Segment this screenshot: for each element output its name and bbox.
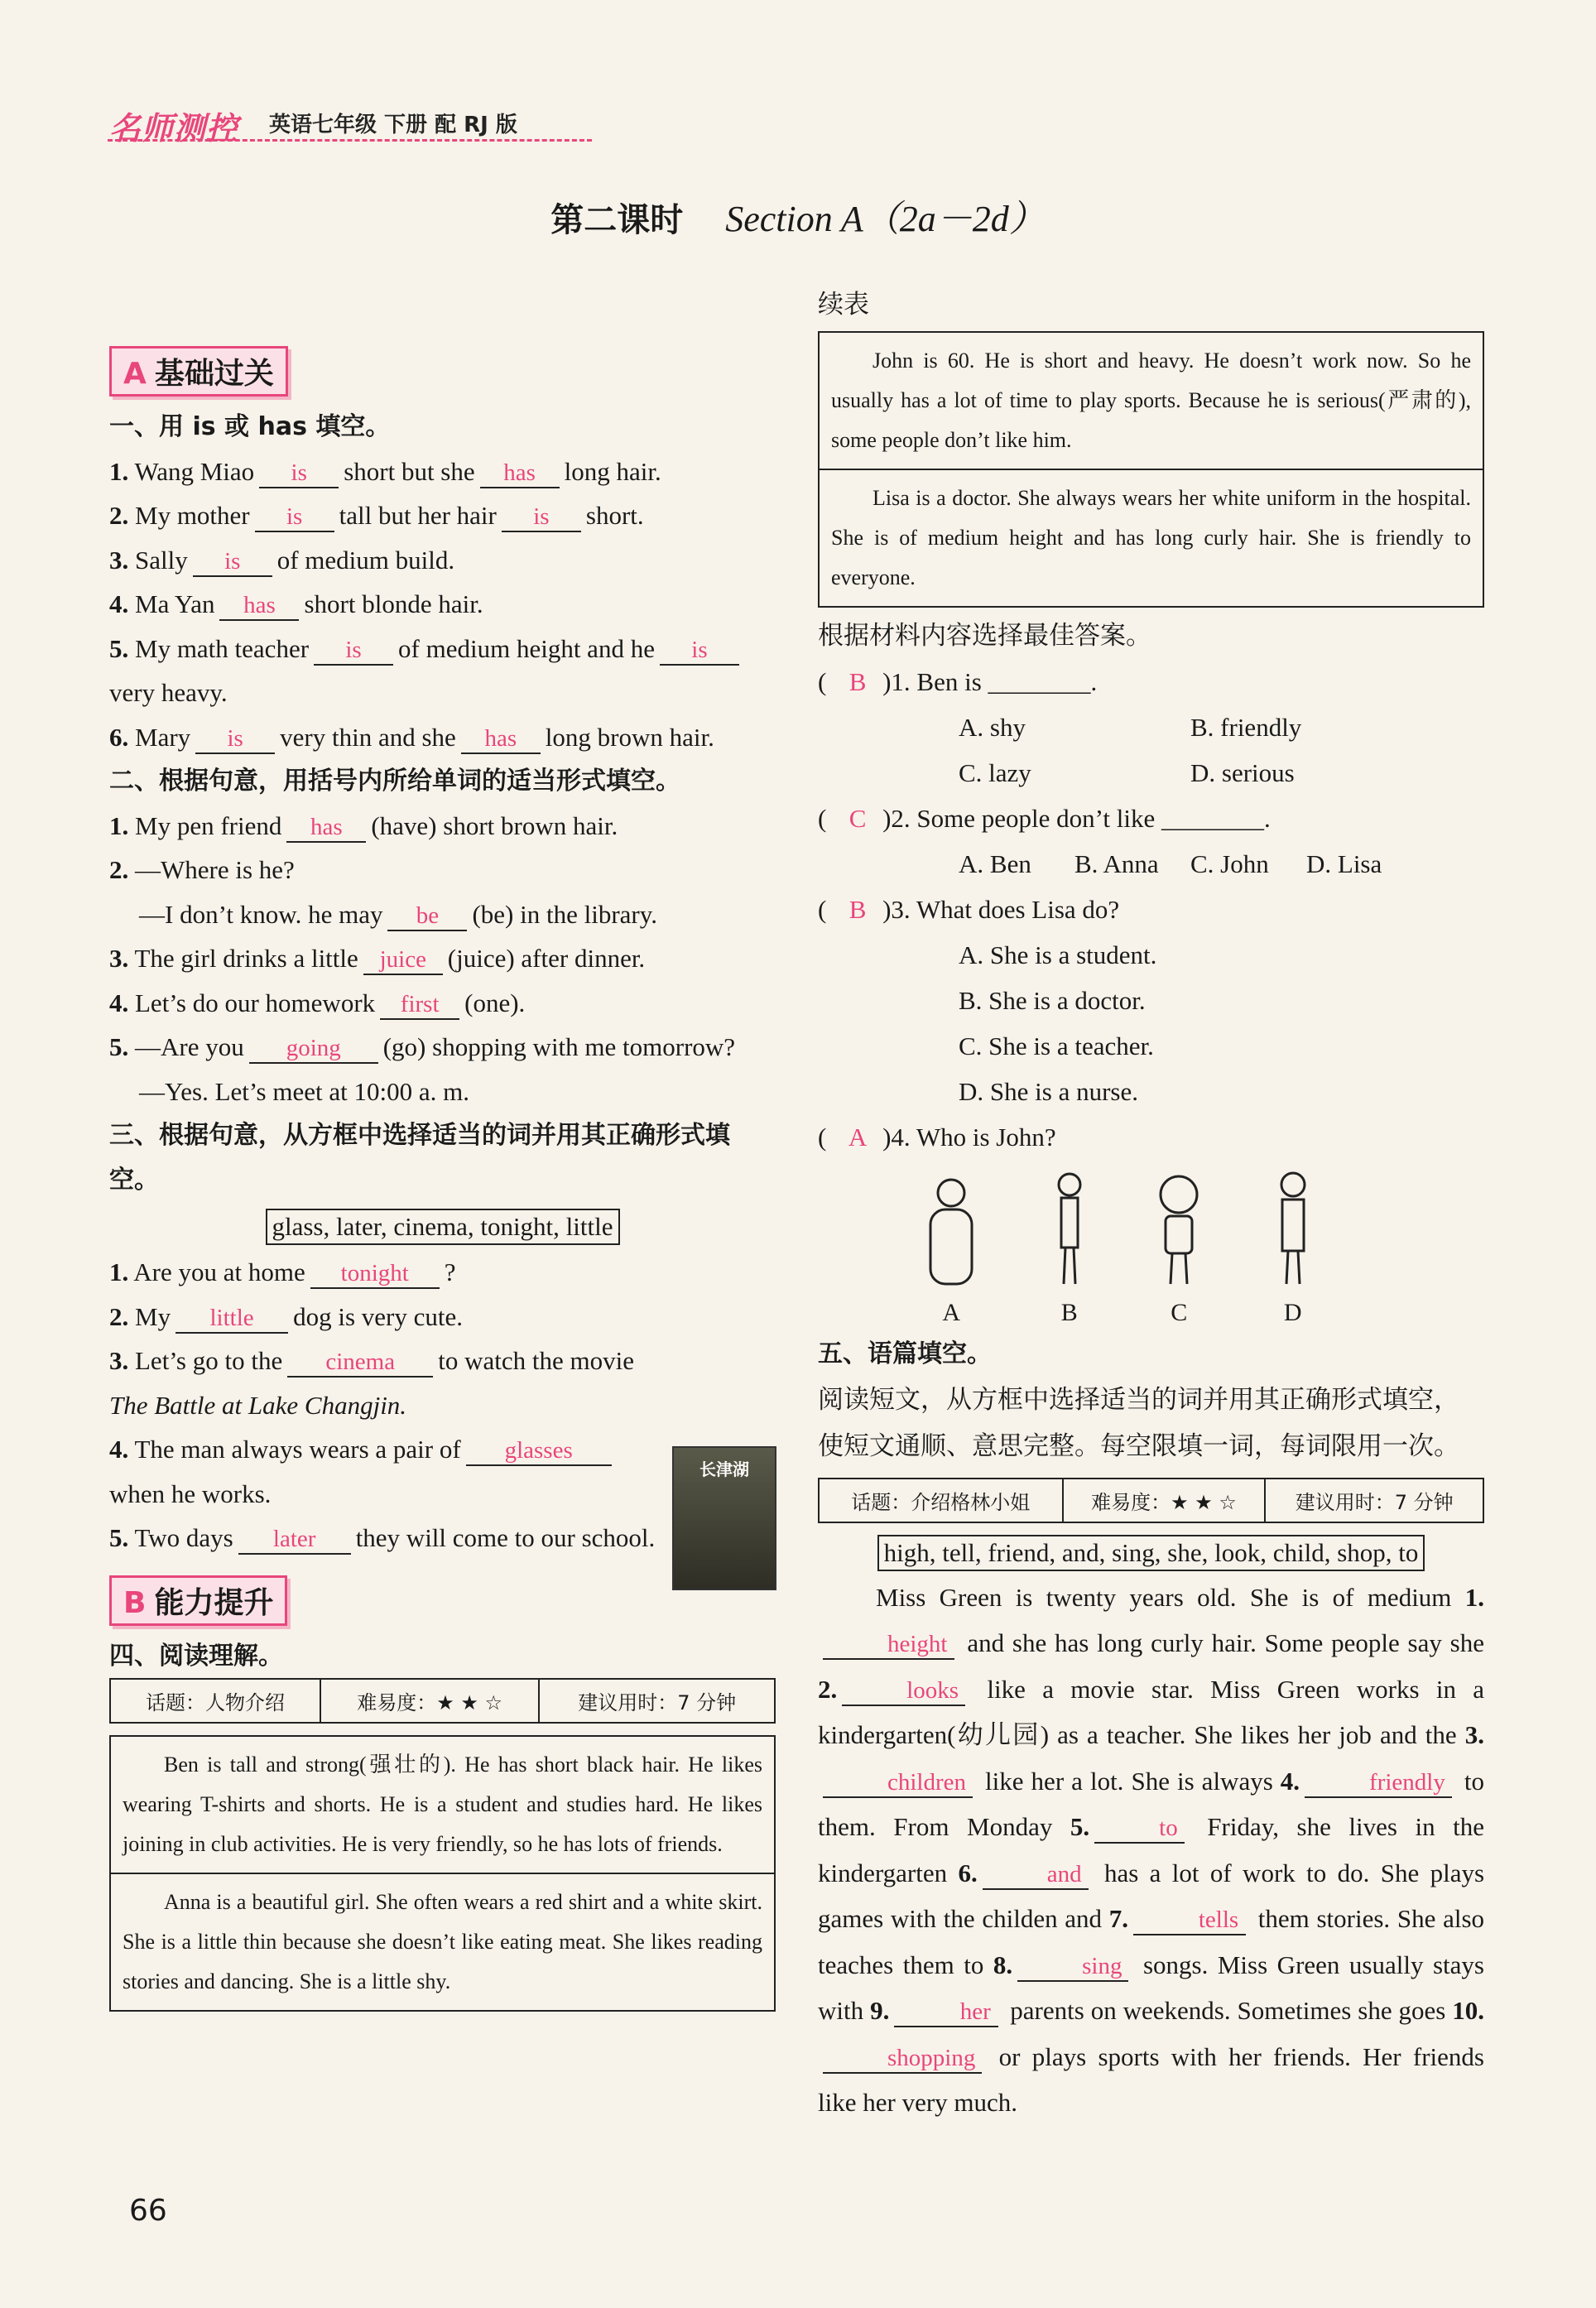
figure-b: B — [1045, 1168, 1094, 1327]
ex1-q5: 5. My math teacher is of medium height and he is very heavy. — [109, 627, 776, 715]
exercise-5-title: 五、语篇填空。 — [818, 1339, 992, 1368]
word-box: glass, later, cinema, tonight, little — [266, 1209, 620, 1245]
lesson-label: 第二课时 — [550, 201, 684, 239]
cloze-blank[interactable]: height — [823, 1630, 954, 1660]
reading-info-table — [109, 1678, 776, 1724]
right-column — [818, 281, 1484, 2126]
ex2-q4: 4. Let’s do our homework first (one). — [109, 981, 776, 1026]
figure-a: A — [910, 1168, 993, 1327]
figure-options — [884, 1168, 1348, 1327]
mcq-2: ( C )2. Some people don’t like ________. — [818, 796, 1484, 841]
ex2-q5b: —Yes. Let’s meet at 10:00 a. m. — [139, 1076, 469, 1106]
answer-blank[interactable]: be — [387, 902, 467, 931]
header-divider — [108, 139, 592, 142]
left-column — [109, 331, 776, 2012]
ex1-q1: 1. Wang Miao is short but she has long hair. — [109, 450, 776, 494]
mcq-1-options-row1: A. shy B. friendly — [959, 713, 1302, 742]
answer-blank[interactable]: is — [193, 547, 272, 577]
cloze-word-box: high, tell, friend, and, sing, she, look, child, shop, to — [877, 1535, 1425, 1571]
ex1-q6: 6. Mary is very thin and she has long brown hair. — [109, 715, 776, 760]
cloze-blank[interactable]: shopping — [823, 2044, 982, 2074]
choose-instruction: 根据材料内容选择最佳答案。 — [818, 621, 1151, 651]
cloze-info-table — [818, 1478, 1484, 1523]
answer-blank[interactable]: has — [286, 813, 366, 843]
topic-cell: 话题：人物介绍 — [110, 1679, 320, 1723]
answer-blank[interactable]: is — [255, 502, 334, 532]
answer-blank[interactable]: has — [480, 459, 560, 488]
ex3-q2: 2. My little dog is very cute. — [109, 1295, 776, 1339]
exercise-1-title: 一、用 is 或 has 填空。 — [109, 412, 391, 441]
cloze-passage: Miss Green is twenty years old. She is of medium 1.height and she has long curly hair. Some people say she 2. looks like a movie star. Miss Green works in a kindergarten(幼儿园) as a teacher. She likes her job and the 3.children like her a lot. She is always 4. friendly to them. From Monday 5. to Friday, she lives in the kindergarten 6. and has a lot of work to do. She plays games with the childen and 7. tells them stories. She also teaches them to 8. sing songs. Miss Green usually stays with 9. her parents on weekends. Sometimes she goes 10.shopping or plays sports with her friends. Her friends like her very much. — [818, 1582, 1485, 2117]
mcq-1-options-row2: C. lazy D. serious — [959, 758, 1295, 787]
ex3-q1: 1. Are you at home tonight ? — [109, 1250, 776, 1295]
exercise-4-title: 四、阅读理解。 — [109, 1641, 283, 1671]
answer-blank[interactable]: cinema — [287, 1348, 433, 1378]
ex1-q3: 3. Sally is of medium build. — [109, 538, 776, 583]
figure-c: C — [1146, 1168, 1212, 1327]
difficulty-cell: 难易度：★ ★ ☆ — [1063, 1479, 1266, 1522]
passage-anna: Anna is a beautiful girl. She often wears a red shirt and a white skirt. She is a little thin because she doesn’t like eating meat. She likes reading stories and dancing. She is a little shy. — [111, 1873, 774, 2010]
exercise-5-instruction: 阅读短文，从方框中选择适当的词并用其正确形式填空，使短文通顺、意思完整。每空限填一词，每词限用一次。 — [818, 1384, 1459, 1461]
answer-blank[interactable]: is — [195, 724, 275, 754]
answer-blank[interactable]: is — [660, 636, 739, 666]
ex1-q2: 2. My mother is tall but her hair is short. — [109, 493, 776, 538]
person-short-heavy-icon — [910, 1168, 993, 1292]
mcq-answer[interactable]: A — [848, 1123, 868, 1152]
mcq-4: ( A )4. Who is John? — [818, 1114, 1484, 1160]
time-cell: 建议用时：7 分钟 — [539, 1679, 775, 1723]
cloze-blank[interactable]: tells — [1133, 1906, 1246, 1935]
answer-blank[interactable]: has — [219, 591, 299, 621]
exercise-3-title: 三、根据句意，从方框中选择适当的词并用其正确形式填空。 — [109, 1121, 730, 1195]
ex3-q3: 3. Let’s go to the cinema to watch the movie The Battle at Lake Changjin. — [109, 1346, 634, 1420]
section-a-badge: A 基础过关 — [109, 346, 288, 397]
section-label: Section A（2a－2d） — [725, 199, 1046, 239]
answer-blank[interactable]: first — [380, 990, 459, 1020]
cloze-blank[interactable]: and — [983, 1860, 1089, 1890]
ex2-q2b: —I don’t know. he may be (be) in the library. — [109, 892, 776, 937]
cloze-blank[interactable]: looks — [842, 1676, 965, 1706]
boy-curly-hair-icon — [1146, 1168, 1212, 1292]
man-tall-icon — [1264, 1168, 1322, 1292]
answer-blank[interactable]: little — [175, 1304, 288, 1334]
person-thin-icon — [1045, 1168, 1094, 1292]
ex1-q4: 4. Ma Yan has short blonde hair. — [109, 582, 776, 627]
answer-blank[interactable]: juice — [363, 945, 443, 975]
cloze-blank[interactable]: sing — [1017, 1952, 1128, 1982]
section-b-badge: B 能力提升 — [109, 1575, 287, 1626]
figure-d: D — [1264, 1168, 1322, 1327]
answer-blank[interactable]: is — [314, 636, 393, 666]
mcq-3-option-d: D. She is a nurse. — [959, 1077, 1138, 1106]
passage-box-right — [818, 331, 1484, 608]
mcq-3-option-b: B. She is a doctor. — [959, 986, 1146, 1015]
mcq-answer[interactable]: B — [848, 667, 867, 696]
passage-john: John is 60. He is short and heavy. He doesn’t work now. So he usually has a lot of time to play sports. Because he is serious(严肃的), some people don’t like him. — [831, 349, 1471, 452]
answer-blank[interactable]: glasses — [466, 1436, 612, 1466]
mcq-2-options: A. Ben B. Anna C. John D. Lisa — [959, 849, 1382, 878]
continued-label: 续表 — [818, 290, 869, 320]
exercise-2-title: 二、根据句意，用括号内所给单词的适当形式填空。 — [109, 767, 680, 796]
answer-blank[interactable]: has — [461, 724, 541, 754]
book-subtitle: 英语七年级 下册 配 RJ 版 — [269, 113, 517, 137]
ex2-q2a: 2. —Where is he? — [109, 855, 295, 884]
answer-blank[interactable]: going — [249, 1034, 378, 1064]
cloze-blank[interactable]: children — [823, 1768, 973, 1798]
ex3-q5: 5. Two days later they will come to our school. — [109, 1516, 776, 1560]
passage-box-left — [109, 1735, 776, 2012]
mcq-3: ( B )3. What does Lisa do? — [818, 887, 1484, 932]
page-number: 66 — [129, 2194, 167, 2228]
ex2-q3: 3. The girl drinks a little juice (juice) after dinner. — [109, 936, 776, 981]
answer-blank[interactable]: tonight — [310, 1259, 440, 1289]
answer-blank[interactable]: later — [238, 1525, 351, 1555]
mcq-3-option-c: C. She is a teacher. — [959, 1031, 1154, 1060]
passage-lisa: Lisa is a doctor. She always wears her white uniform in the hospital. She is of medium height and has long curly hair. She is friendly to everyone. — [820, 469, 1483, 606]
mcq-answer[interactable]: B — [848, 895, 867, 924]
passage-ben: Ben is tall and strong(强壮的). He has short black hair. He likes wearing T-shirts and shorts. He is a student and studies hard. He likes joining in club activities. He is very friendly, so he has lots of friends. — [123, 1753, 762, 1856]
page-title — [0, 189, 1596, 242]
cloze-blank[interactable]: her — [894, 1998, 998, 2027]
time-cell: 建议用时：7 分钟 — [1265, 1479, 1483, 1522]
cloze-blank[interactable]: to — [1094, 1814, 1185, 1844]
answer-blank[interactable]: is — [259, 459, 339, 488]
topic-cell: 话题：介绍格林小姐 — [819, 1479, 1063, 1522]
ex3-q4: 4. The man always wears a pair of glasseswhen he works. — [109, 1427, 656, 1516]
mcq-answer[interactable]: C — [848, 804, 867, 833]
brand-logo: 名师测控 — [109, 110, 239, 147]
ex2-q1: 1. My pen friend has (have) short brown hair. — [109, 804, 776, 849]
ex2-q5a: 5. —Are you going (go) shopping with me tomorrow? — [109, 1025, 776, 1070]
answer-blank[interactable]: is — [502, 502, 581, 532]
cloze-blank[interactable]: friendly — [1305, 1768, 1452, 1798]
difficulty-cell: 难易度：★ ★ ☆ — [320, 1679, 539, 1723]
mcq-1: ( B )1. Ben is ________. — [818, 659, 1484, 704]
mcq-3-option-a: A. She is a student. — [959, 940, 1157, 969]
movie-poster-image: 长津湖 — [672, 1446, 776, 1590]
